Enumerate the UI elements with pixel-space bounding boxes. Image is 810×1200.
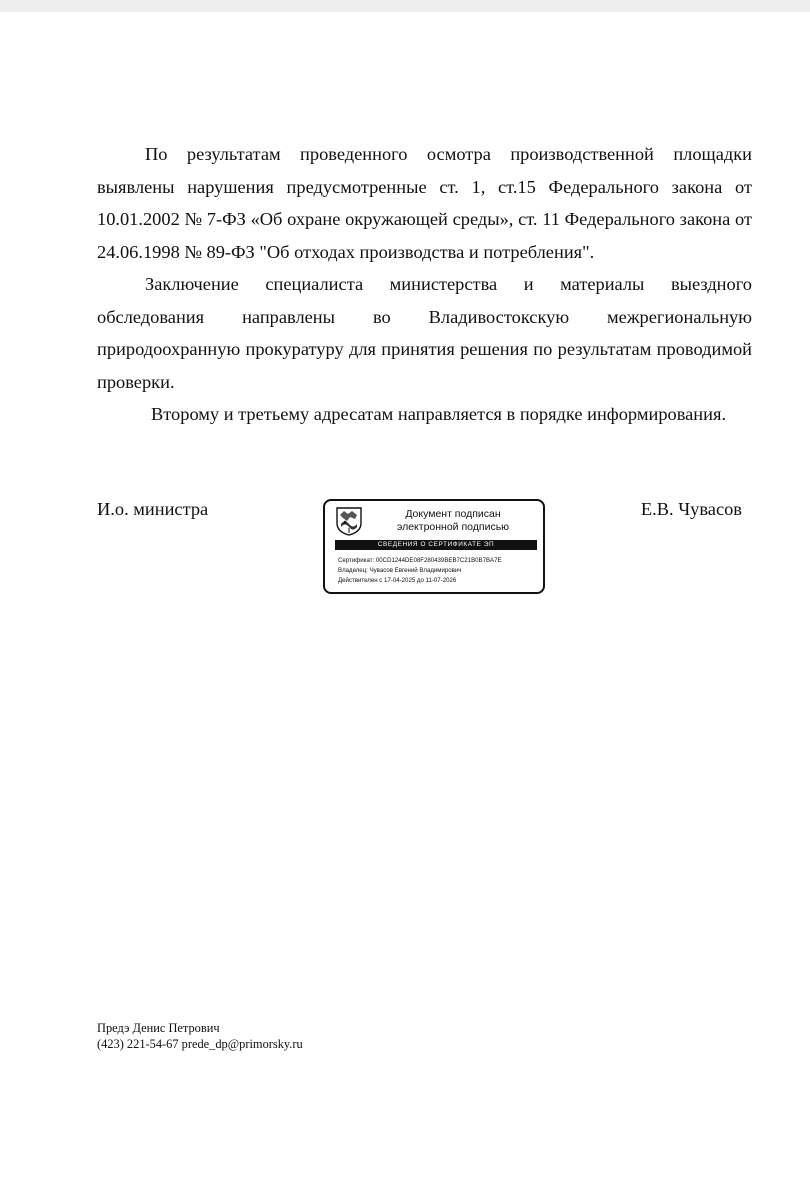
signatory-role: И.о. министра [97,499,209,519]
executor-contact: (423) 221-54-67 prede_dp@primorsky.ru [97,1037,303,1051]
certificate-info-band: СВЕДЕНИЯ О СЕРТИФИКАТЕ ЭП [335,540,537,550]
stamp-title-line-1: Документ подписан [405,508,501,520]
certificate-validity: Действителен с 17-04-2025 до 11-07-2026 [338,577,457,584]
certificate-owner: Владелец: Чувасов Евгений Владимирович [338,567,462,574]
letter-body [97,138,752,431]
executor-name: Предэ Денис Петрович [97,1021,220,1035]
stamp-title [369,508,537,534]
paragraph-violations: По результатам проведенного осмотра производственной площадки выявлены нарушения предусмотренные ст. 1, ст.15 Федерального закона от 10.01.2002 № 7-ФЗ «Об охране окружающей среды», ст. 11 Федерального закона от 24.06.1998 № 89-ФЗ "Об отходах производства и потребления". [97,144,752,262]
paragraph-information-notice: Второму и третьему адресатам направляется в порядке информирования. [151,404,727,424]
paragraph-prosecutor-referral: Заключение специалиста министерства и материалы выездного обследования направлены во Владивостокскую межрегиональную природоохранную прокуратуру для принятия решения по результатам проводимой проверки. [97,274,752,392]
viewer-top-strip [0,0,810,12]
primorye-coat-of-arms-icon [335,506,363,536]
certificate-number: Сертификат: 00CD1244DE08F280439BEB7C21B0B7BA7E [338,557,502,564]
executor-block [97,1020,303,1052]
stamp-title-line-2: электронной подписью [396,521,510,533]
electronic-signature-stamp [323,499,545,594]
signatory-name: Е.В. Чувасов [640,499,742,519]
